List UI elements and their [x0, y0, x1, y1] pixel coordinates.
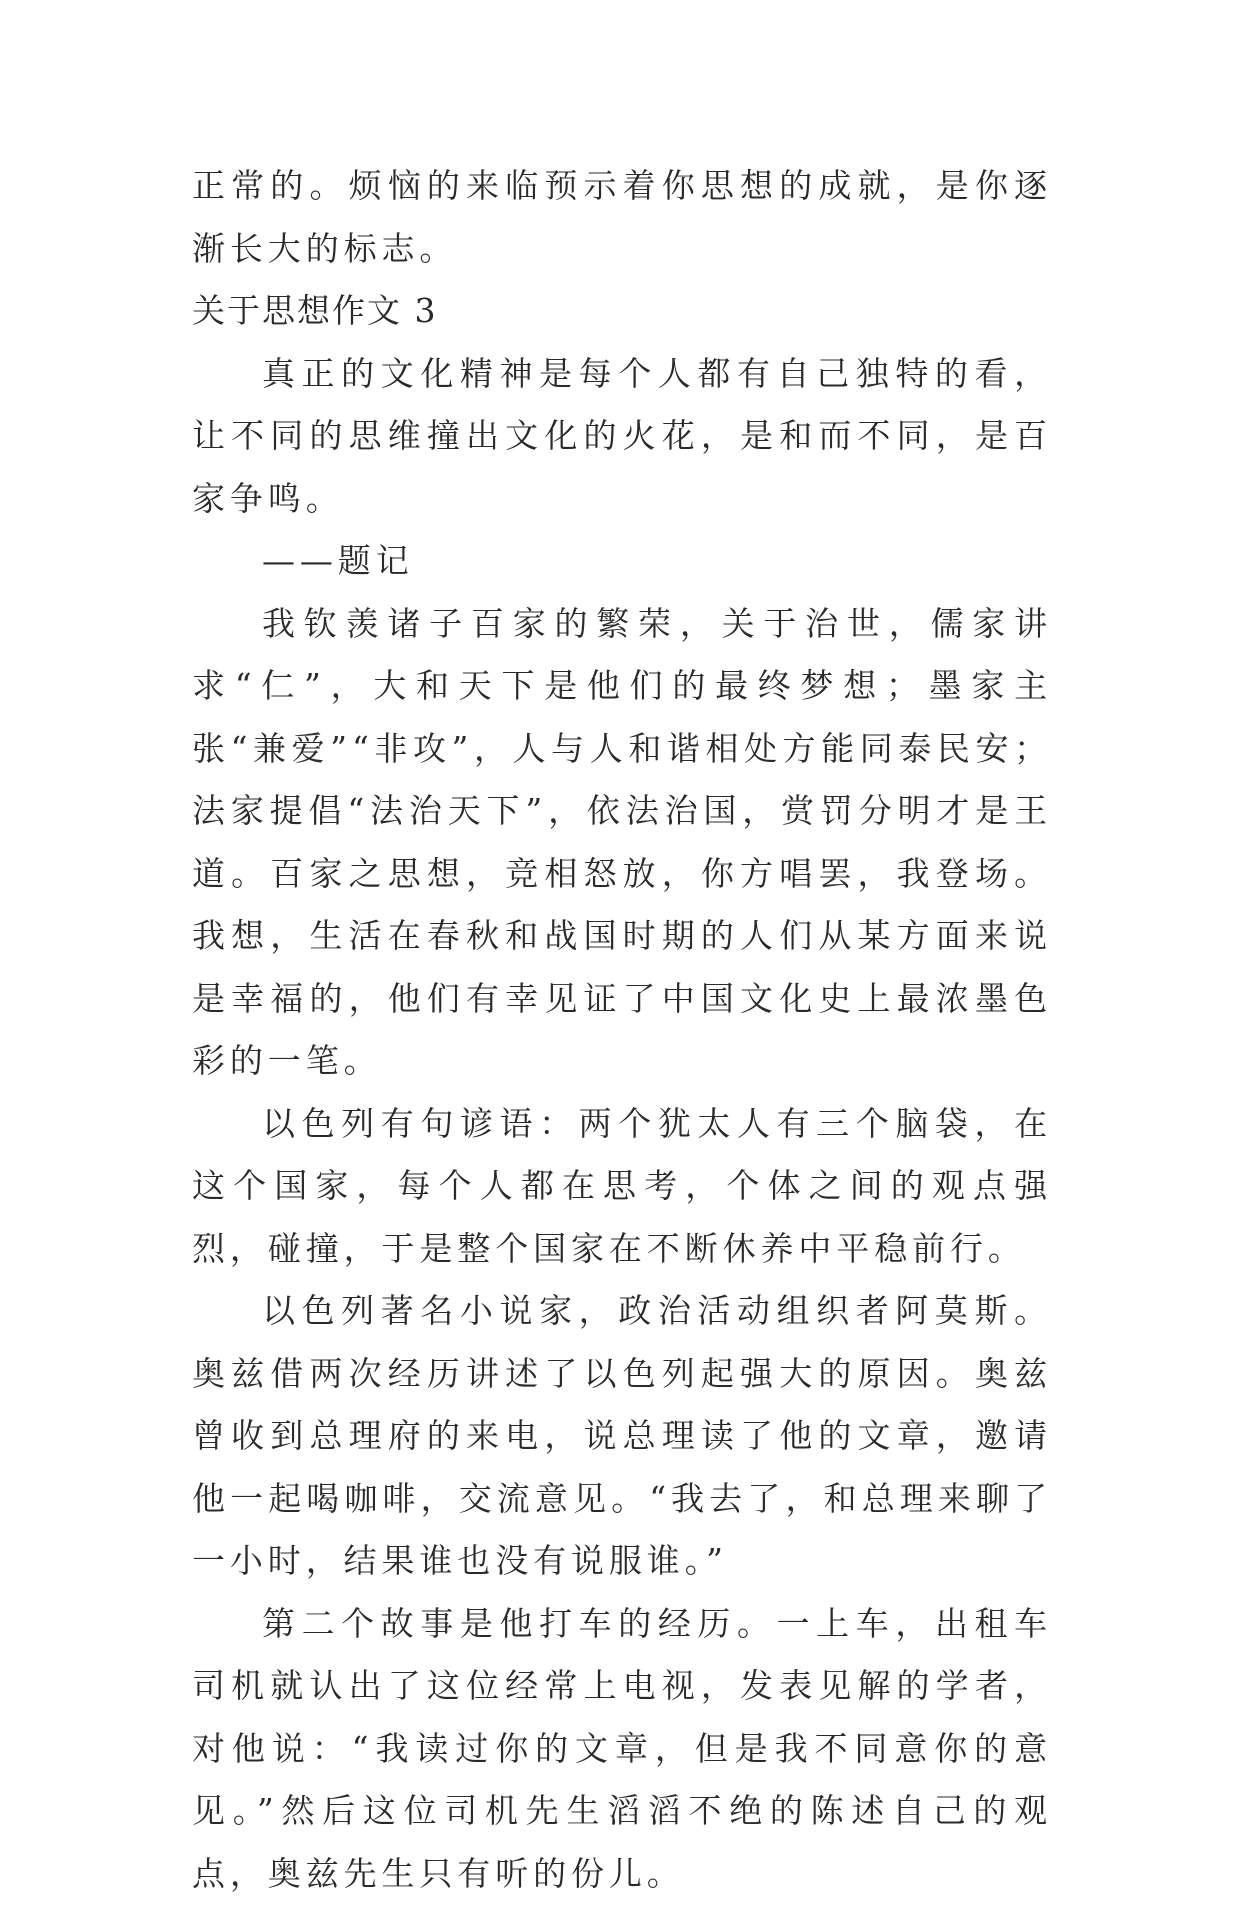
essay-heading: 关于思想作文 3 [192, 280, 1052, 343]
paragraph-epigraph: 真正的文化精神是每个人都有自己独特的看，让不同的思维撞出文化的火花，是和而不同，是百家争鸣。 [192, 343, 1052, 531]
paragraph-hundred-schools: 我钦羡诸子百家的繁荣，关于治世，儒家讲求“仁”，大和天下是他们的最终梦想；墨家主张“兼爱”“非攻”，人与人和谐相处方能同泰民安；法家提倡“法治天下”，依法治国，赏罚分明才是王道。百家之思想，竞相怒放，你方唱罢，我登场。我想，生活在春秋和战国时期的人们从某方面来说是幸福的，他们有幸见证了中国文化史上最浓墨色彩的一笔。 [192, 593, 1052, 1093]
paragraph-taxi-story: 第二个故事是他打车的经历。一上车，出租车司机就认出了这位经常上电视，发表见解的学者，对他说：“我读过你的文章，但是我不同意你的意见。”然后这位司机先生滔滔不绝的陈述自己的观点，奥兹先生只有听的份儿。 [192, 1593, 1052, 1905]
paragraph-amos-oz: 以色列著名小说家，政治活动组织者阿莫斯。奥兹借两次经历讲述了以色列起强大的原因。奥兹曾收到总理府的来电，说总理读了他的文章，邀请他一起喝咖啡，交流意见。“我去了，和总理来聊了一小时，结果谁也没有说服谁。” [192, 1280, 1052, 1593]
paragraph-inscription: ——题记 [192, 530, 1052, 593]
paragraph-israel-proverb: 以色列有句谚语：两个犹太人有三个脑袋，在这个国家，每个人都在思考，个体之间的观点强烈，碰撞，于是整个国家在不断休养中平稳前行。 [192, 1093, 1052, 1281]
document-body [192, 155, 1052, 1905]
paragraph-continuation: 正常的。烦恼的来临预示着你思想的成就，是你逐渐长大的标志。 [192, 155, 1052, 280]
